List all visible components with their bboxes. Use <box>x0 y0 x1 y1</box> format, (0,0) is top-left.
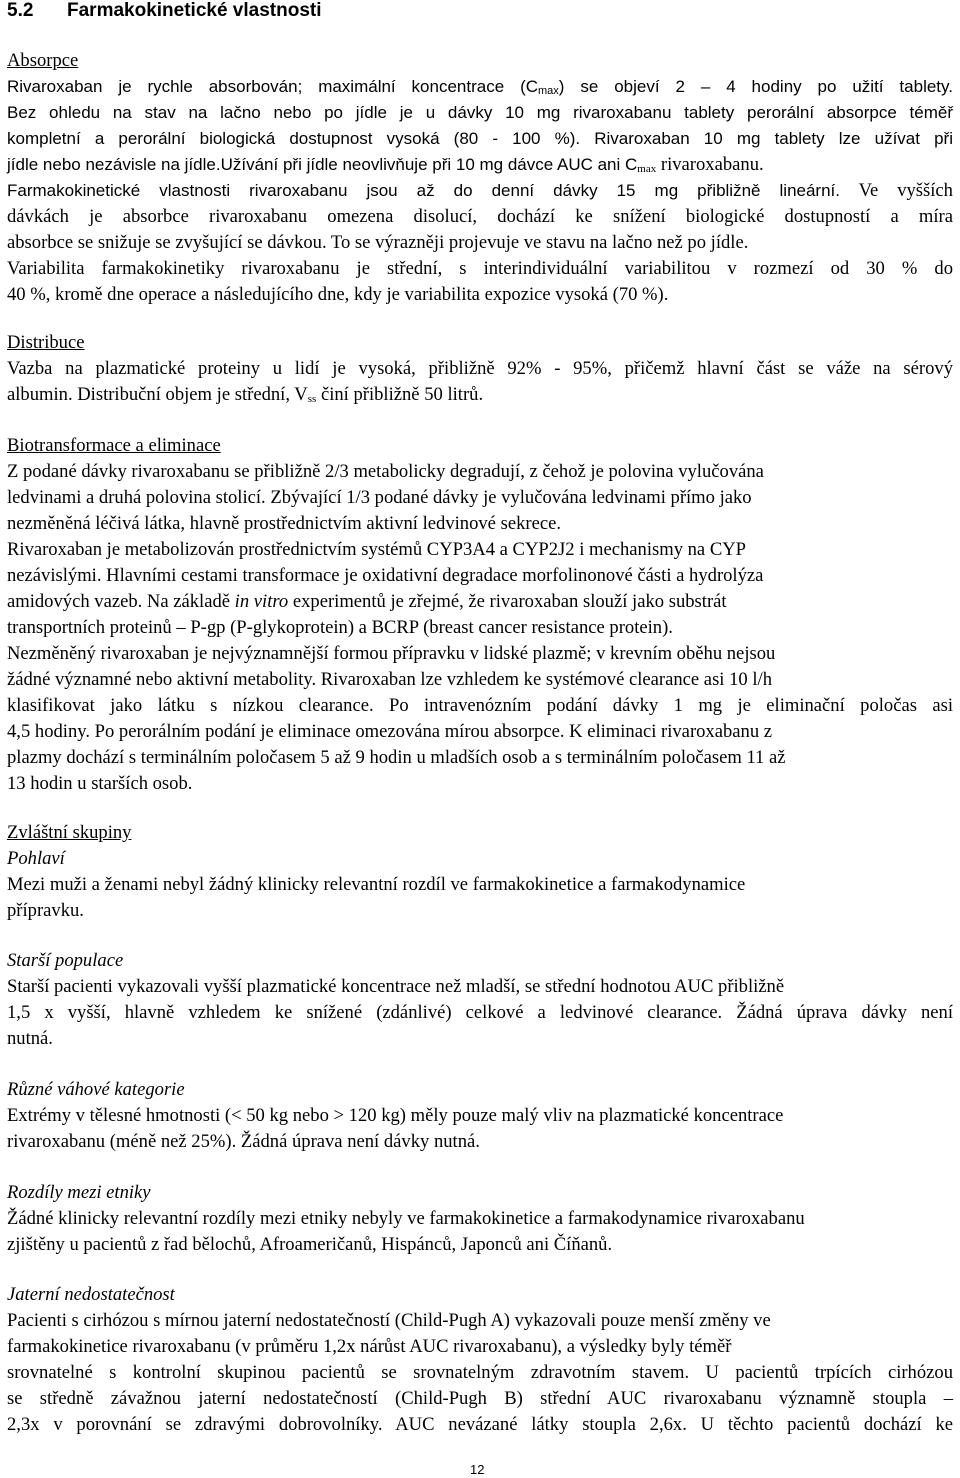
section-title: Farmakokinetické vlastnosti <box>67 0 322 21</box>
absorpce-line-7: absorbce se snižuje se zvyšující se dávkou. To se výrazněji projevuje ve stavu na lačno než po jídle. <box>7 232 749 253</box>
biotransformace-heading: Biotransformace a eliminace <box>7 435 221 456</box>
absorpce-line-8: Variabilita farmakokinetiky rivaroxabanu je střední, s interindividuální variabilitou v rozmezí od 30 % do <box>7 258 953 279</box>
biotransformace-line-7: transportních proteinů – P-gp (P-glykoprotein) a BCRP (breast cancer resistance protein). <box>7 617 673 638</box>
starsi-line-2: 1,5 x vyšší, hlavně vzhledem ke snížené (zdánlivé) celkové a ledvinové clearance. Žádná úprava dávky není <box>7 1002 953 1023</box>
jaterni-line-2: farmakokinetice rivaroxabanu (v průměru 1,2x nárůst AUC rivaroxabanu), a výsledky byly téměř <box>7 1336 732 1357</box>
etniky-line-1: Žádné klinicky relevantní rozdíly mezi etniky nebyly ve farmakokinetice a farmakodynamice rivaroxabanu <box>7 1208 805 1229</box>
biotransformace-line-2: ledvinami a druhá polovina stolicí. Zbývající 1/3 podané dávky je vylučována ledvinami přímo jako <box>7 487 752 508</box>
absorpce-line-3: kompletní a perorální biologická dostupnost vysoká (80 - 100 %). Rivaroxaban 10 mg tablety lze užívat při <box>7 129 953 148</box>
biotransformace-line-3: nezměněná léčivá látka, hlavně prostřednictvím aktivní ledvinové sekrece. <box>7 513 561 534</box>
vahove-line-1: Extrémy v tělesné hmotnosti (< 50 kg nebo > 120 kg) měly pouze malý vliv na plazmatické koncentrace <box>7 1105 784 1126</box>
absorpce-line-2: Bez ohledu na stav na lačno nebo po jídle je u dávky 10 mg rivaroxabanu tablety perorální absorpce téměř <box>7 103 953 122</box>
jaterni-heading: Jaterní nedostatečnost <box>7 1284 175 1305</box>
biotransformace-line-9: žádné významné nebo aktivní metabolity. Rivaroxaban lze vzhledem ke systémové clearance asi 10 l/h <box>7 669 772 690</box>
etniky-heading: Rozdíly mezi etniky <box>7 1182 151 1203</box>
biotransformace-line-6: amidových vazeb. Na základě in vitro experimentů je zřejmé, že rivaroxaban slouží jako substrát <box>7 591 727 612</box>
vahove-kategorie-heading: Různé váhové kategorie <box>7 1079 185 1100</box>
jaterni-line-4: se středně závažnou jaterní nedostatečností (Child-Pugh B) střední AUC rivaroxabanu významně stoupla – <box>7 1388 953 1409</box>
starsi-line-1: Starší pacienti vykazovali vyšší plazmatické koncentrace než mladší, se střední hodnotou AUC přibližně <box>7 976 785 997</box>
distribuce-heading: Distribuce <box>7 332 85 353</box>
absorpce-line-1: Rivaroxaban je rychle absorbován; maximální koncentrace $(C_{max})$ se objeví 2 – 4 hodiny po užití tablety. <box>7 77 953 97</box>
pohlavi-heading: Pohlaví <box>7 848 65 869</box>
absorpce-heading: Absorpce <box>7 50 79 71</box>
jaterni-line-5: 2,3x v porovnání se zdravými dobrovolníky. AUC nevázané látky stoupla 2,6x. U těchto pacientů dochází ke <box>7 1414 953 1435</box>
pohlavi-line-1: Mezi muži a ženami nebyl žádný klinicky relevantní rozdíl ve farmakokinetice a farmakodynamice <box>7 874 746 895</box>
biotransformace-line-11: 4,5 hodiny. Po perorálním podání je eliminace omezována mírou absorpce. K eliminaci rivaroxabanu z <box>7 721 773 742</box>
vahove-line-2: rivaroxabanu (méně než 25%). Žádná úprava není dávky nutná. <box>7 1131 480 1152</box>
pohlavi-line-2: přípravku. <box>7 900 84 921</box>
biotransformace-line-10: klasifikovat jako látku s nízkou clearance. Po intravenózním podání dávky 1 mg je eliminační poločas asi <box>7 695 953 716</box>
biotransformace-line-12: plazmy dochází s terminálním poločasem 5 až 9 hodin u mladších osob a s terminálním poločasem 11 až <box>7 747 786 768</box>
absorpce-line-9: 40 %, kromě dne operace a následujícího dne, kdy je variabilita expozice vysoká (70 %). <box>7 284 669 305</box>
biotransformace-line-1: Z podané dávky rivaroxabanu se přibližně 2/3 metabolicky degradují, z čehož je polovina vylučována <box>7 461 764 482</box>
biotransformace-line-13: 13 hodin u starších osob. <box>7 773 193 794</box>
page-number: 12 <box>470 1462 485 1477</box>
absorpce-line-5: Farmakokinetické vlastnosti rivaroxabanu jsou až do denní dávky 15 mg přibližně lineární. Ve vyšších <box>7 180 953 201</box>
etniky-line-2: zjištěny u pacientů z řad bělochů, Afroameričanů, Hispánců, Japonců ani Číňanů. <box>7 1234 613 1255</box>
jaterni-line-1: Pacienti s cirhózou s mírnou jaterní nedostatečností (Child-Pugh A) vykazovali pouze menší změny ve <box>7 1310 771 1331</box>
absorpce-line-4: jídle nebo nezávisle na jídle.Užívání při jídle neovlivňuje při 10 mg dávce AUC ani $C_{max}$ rivaroxabanu. <box>7 154 764 175</box>
absorpce-line-6: dávkách je absorbce rivaroxabanu omezena disolucí, dochází ke snížení biologické dostupností a míra <box>7 206 953 227</box>
jaterni-line-3: srovnatelné s kontrolní skupinou pacientů se srovnatelným zdravotním stavem. U pacientů trpících cirhózou <box>7 1362 953 1383</box>
zvlastni-skupiny-heading: Zvláštní skupiny <box>7 822 132 843</box>
starsi-line-3: nutná. <box>7 1028 53 1049</box>
distribuce-line-2: albumin. Distribuční objem je střední, $V_{ss}$ činí přibližně 50 litrů. <box>7 384 484 405</box>
section-number: 5.2 <box>7 0 34 21</box>
biotransformace-line-8: Nezměněný rivaroxaban je nejvýznamnější formou přípravku v lidské plazmě; v krevním oběhu nejsou <box>7 643 776 664</box>
starsi-populace-heading: Starší populace <box>7 950 124 971</box>
section-heading <box>7 0 322 22</box>
distribuce-line-1: Vazba na plazmatické proteiny u lidí je vysoká, přibližně 92% - 95%, přičemž hlavní část se váže na sérový <box>7 358 953 379</box>
biotransformace-line-4: Rivaroxaban je metabolizován prostřednictvím systémů CYP3A4 a CYP2J2 i mechanismy na CYP <box>7 539 747 560</box>
biotransformace-line-5: nezávislými. Hlavními cestami transformace je oxidativní degradace morfolinonové části a hydrolýza <box>7 565 764 586</box>
